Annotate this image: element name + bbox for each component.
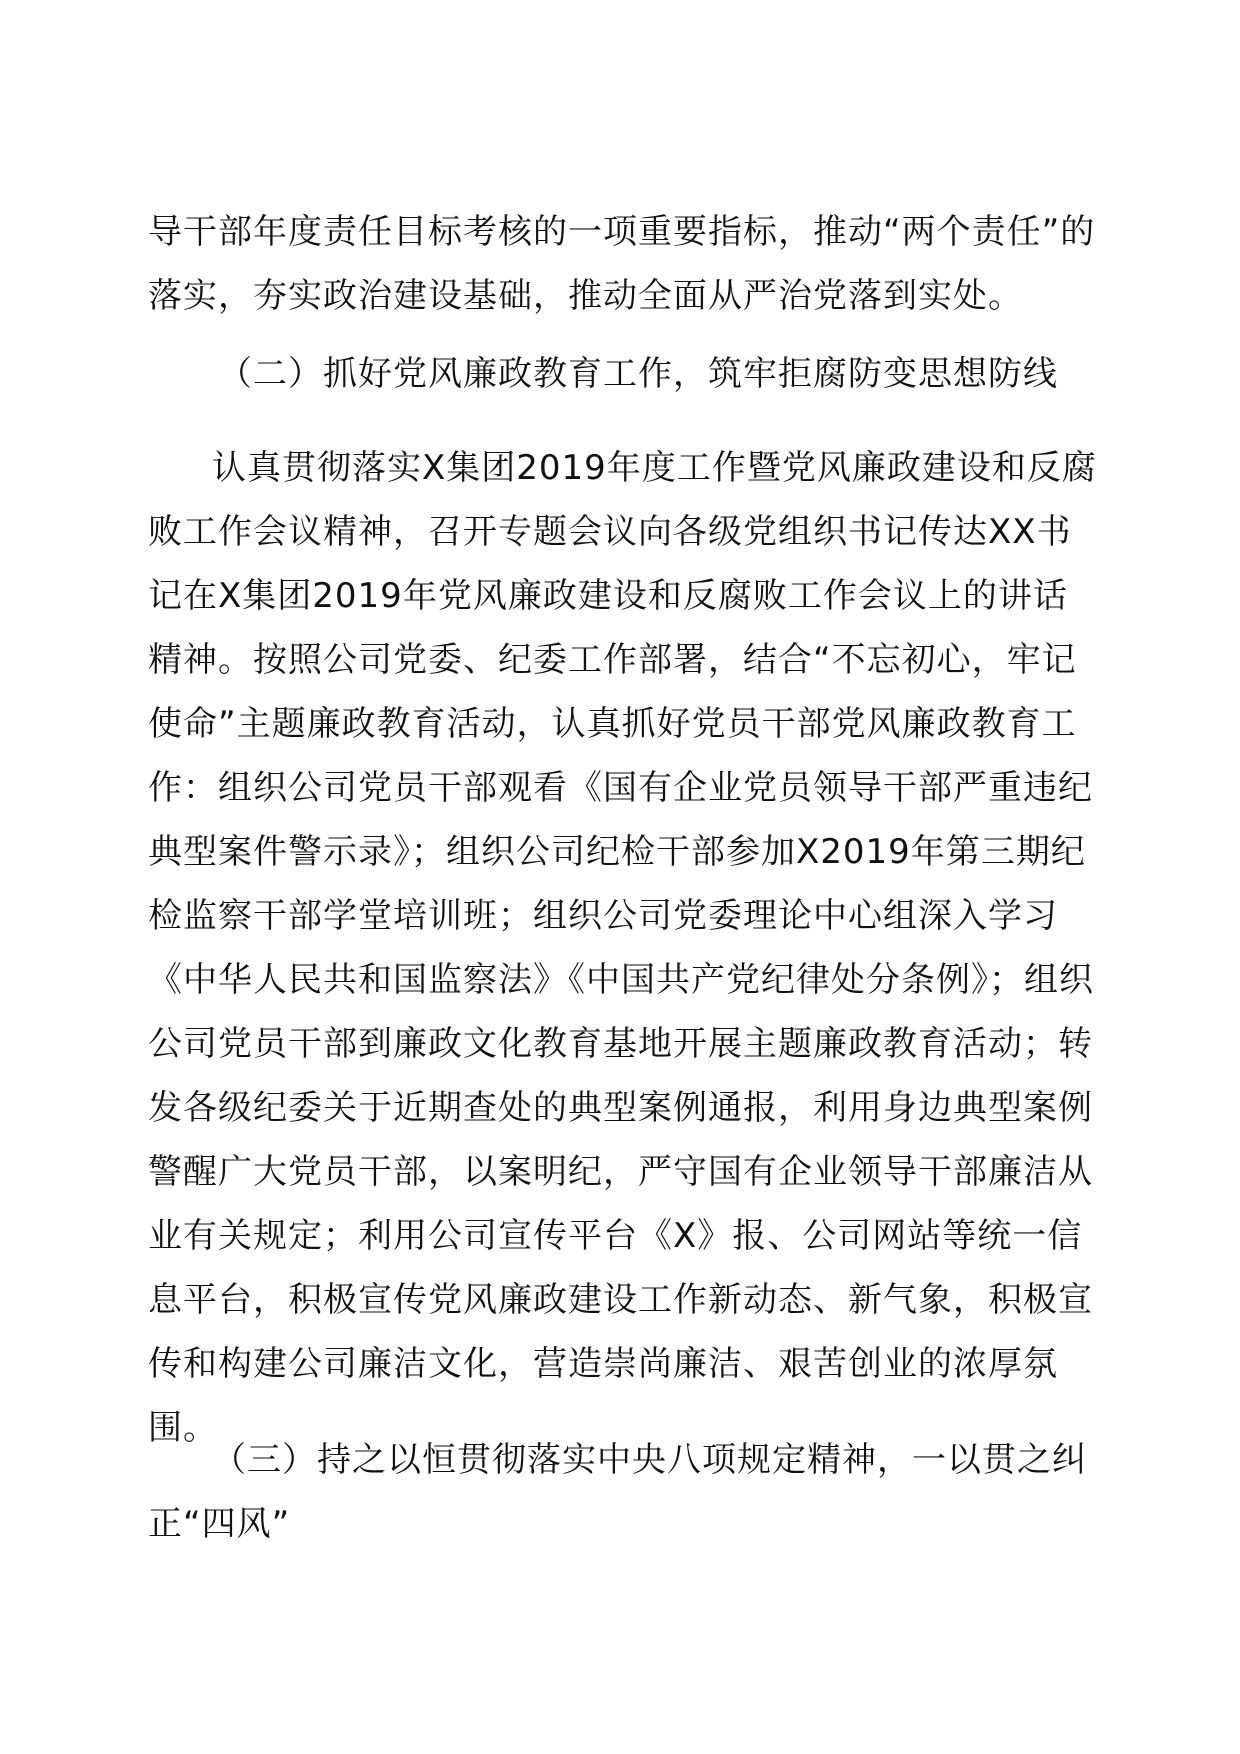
paragraph-continuation: 导干部年度责任目标考核的一项重要指标，推动“两个责任”的落实，夯实政治建设基础，推动全面从严治党落到实处。 bbox=[148, 212, 1096, 316]
paragraph-education-work: 认真贯彻落实X集团2019年度工作暨党风廉政建设和反腐败工作会议精神，召开专题会议向各级党组织书记传达XX书记在X集团2019年党风廉政建设和反腐败工作会议上的讲话精神。按照公司党委、纪委工作部署，结合“不忘初心，牢记使命”主题廉政教育活动，认真抓好党员干部党风廉政教育工作：组织公司党员干部观看《国有企业党员领导干部严重违纪典型案件警示录》；组织公司纪检干部参加X2019年第三期纪检监察干部学堂培训班；组织公司党委理论中心组深入学习《中华人民共和国监察法》《中国共产党纪律处分条例》；组织公司党员干部到廉政文化教育基地开展主题廉政教育活动；转发各级纪委关于近期查处的典型案例通报，利用身边典型案例警醒广大党员干部，以案明纪，严守国有企业领导干部廉洁从业有关规定；利用公司宣传平台《X》报、公司网站等统一信息平台，积极宣传党风廉政建设工作新动态、新气象，积极宣传和构建公司廉洁文化，营造崇尚廉洁、艰苦创业的浓厚氛围。 bbox=[148, 448, 1097, 1448]
section-heading-2: （二）抓好党风廉政教育工作，筑牢拒腐防变思想防线 bbox=[218, 354, 1058, 394]
section-heading-3: （三）持之以恒贯彻落实中央八项规定精神，一以贯之纠正“四风” bbox=[148, 1440, 1087, 1544]
